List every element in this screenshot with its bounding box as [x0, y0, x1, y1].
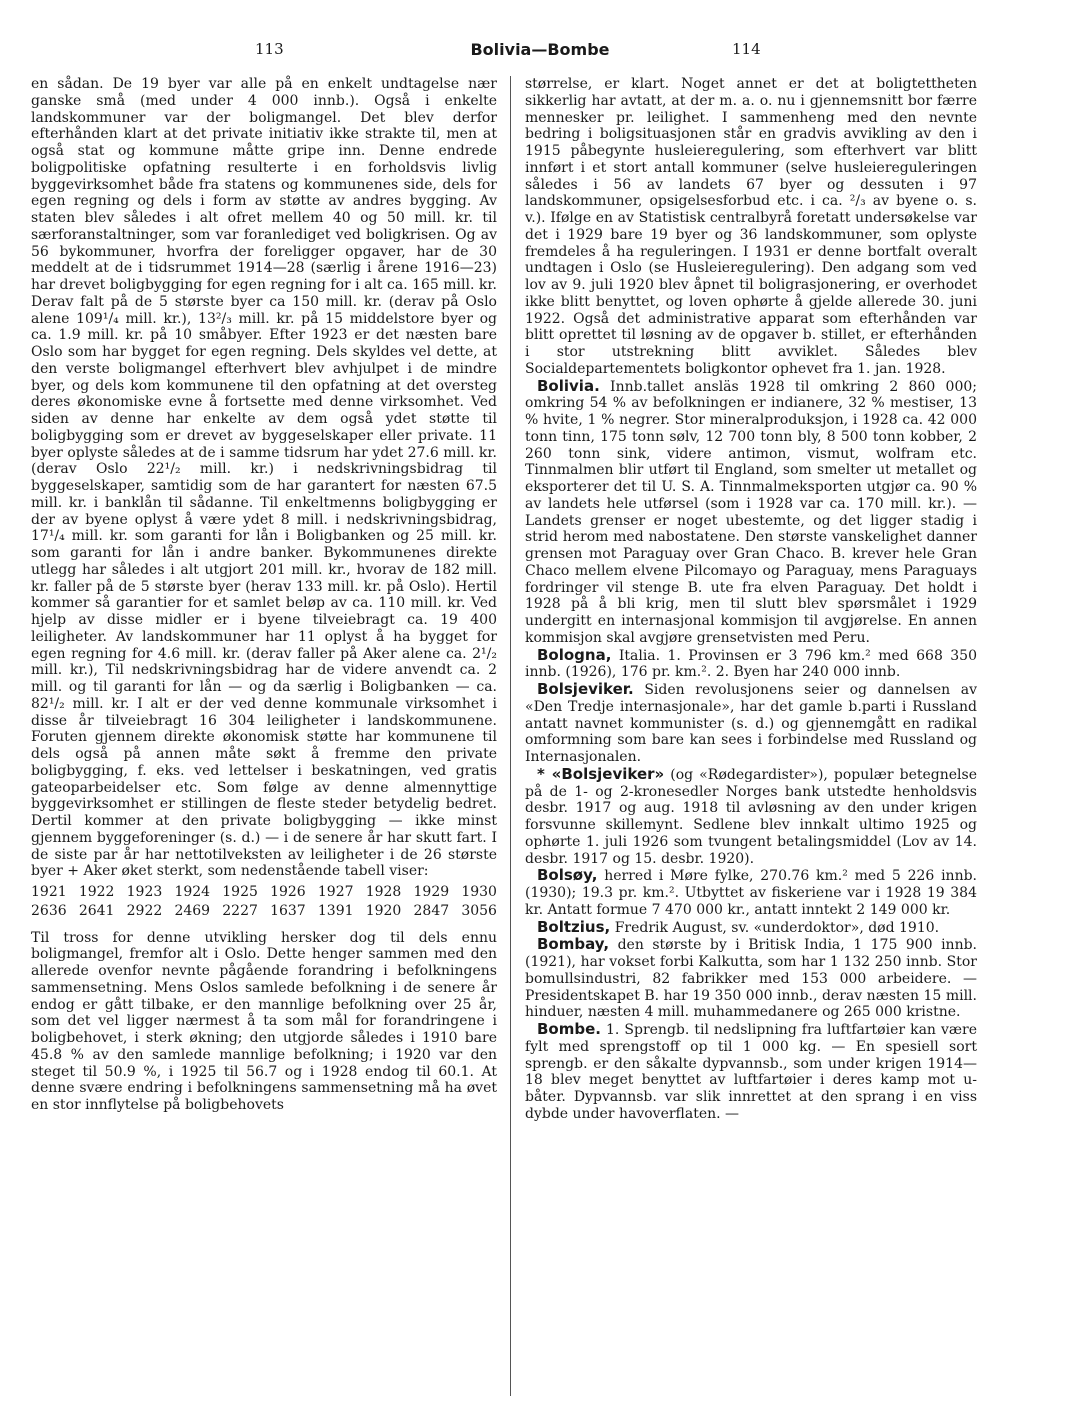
entry-headword: Bologna,	[537, 645, 612, 664]
entry-bolsjeviker	[525, 681, 977, 766]
table-value: 2227	[222, 902, 258, 919]
entry-headword: * «Bolsjeviker»	[537, 764, 665, 783]
entry-text: Italia. 1. Provinsen er 3 796 km.² med 668 350 innb. (1926), 176 pr. km.². 2. Byen har 240 000 innb.	[525, 647, 977, 681]
page-number-right: 114	[732, 40, 761, 58]
paragraph: størrelse, er klart. Noget annet er det at boligtettheten sikkerlig har avtatt, at der m. a. o. nu i gjennemsnitt bor færre mennesker pr. leilighet. I sammenheng med den nevnte bedring i boligsituasjonen står en gradvis avvikling av den i 1915 påbegynte husleieregulering, som efterhvert var blitt innført i et stort antall kommuner (selve husleiereguleringen således i 56 av landets 67 byer og dessuten i 97 landskommuner, opsigelsesforbud etc. i ca. ²/₃ av byene o. s. v.). Ifølge en av Statistisk centralbyrå foretatt undersøkelse var det i 1929 bare 19 byer og 36 landskommuner, som oplyste fremdeles å ha reguleringen. I 1931 er denne bortfalt overalt undtagen i Oslo (se Husleieregulering). Den adgang som ved lov av 9. juli 1920 blev åpnet til boligrasjonering, er overhodet ikke blitt benyttet, og loven ophørte å gjelde allerede 30. juni 1922. Også det administrative apparat som efterhånden var blitt oprettet til løsning av de opgaver b. stillet, er efterhånden i stor utstrekning blitt avviklet. Således blev Socialdepartementets boligkontor ophevet fra 1. jan. 1928.	[525, 76, 977, 377]
table-value: 2636	[31, 902, 67, 919]
column-divider	[510, 76, 511, 1396]
entry-text: (og «Rødegardister»), populær betegnelse på de 1- og 2-kronesedler Norges bank utstedte henholdsvis desbr. 1917 og aug. 1918 til avløsning av den under krigen forsvunne skillemynt. Sedlene blev innkalt ultimo 1925 og ophørte 1. juli 1926 som tvungent betalingsmiddel (Lov av 14. desbr. 1917 og 15. desbr. 1920).	[525, 766, 977, 867]
entry-text: Siden revolusjonens seier og dannelsen av «Den Tredje internasjonale», har det gamle b.parti i Russland antatt navnet kommunister (s. d.) og gjennemgått en radikal omformning som bare kan sees i forbindelse med Russland og Internasjonalen.	[525, 682, 978, 765]
page-header	[0, 40, 1080, 64]
entry-boltzius	[525, 919, 977, 937]
table-value: 1637	[270, 902, 306, 919]
table-value: 2469	[174, 902, 211, 919]
page-number-left: 113	[255, 40, 284, 58]
entry-headword: Bolsøy,	[537, 866, 598, 885]
entry-headword: Bombe.	[537, 1020, 601, 1038]
paragraph: Til tross for denne utvikling hersker dog til dels ennu boligmangel, fremfor alt i Oslo. Dette henger sammen med den allerede ovenfor nevnte pågående forandring i befolkningens sammensetning. Mens Oslos samlede befolkning i de senere år endog er gått tilbake, er den mannlige befolkning over 25 år, som det vel ligger nærmest å ta som mål for forandringene i boligbehovet, i sterk økning; den utgjorde således i 1910 bare 45.8 % av den samlede mannlige befolkning; i 1920 var den steget til 50.9 %, i 1925 til 56.7 og i 1928 endog til 60.1. At denne svære endring i befolkningens sammensetning må ha øvet en stor innflytelse på boligbehovets	[31, 929, 497, 1113]
table-year: 1921	[31, 884, 67, 900]
table-values-row	[31, 903, 497, 920]
table-value: 2847	[413, 902, 450, 919]
entry-bolsjeviker-notes	[525, 766, 977, 868]
entry-bolsoy	[525, 867, 977, 918]
running-title: Bolivia—Bombe	[470, 40, 610, 59]
entry-bombe	[525, 1021, 977, 1123]
entry-headword: Bolivia.	[537, 376, 600, 395]
entry-text: den største by i Britisk India, 1 175 900 innb. (1921), har vokset forbi Kalkutta, som har 1 132 250 innb. Stor bomullsindustri, 82 fabrikker med 153 000 arbeidere. — Presidentskapet B. har 19 350 000 innb., derav næsten 15 mill. hinduer, næsten 4 mill. muhammedanere og 265 000 kristne.	[525, 937, 977, 1021]
entry-headword: Boltzius,	[537, 917, 611, 936]
table-year: 1923	[126, 884, 163, 900]
left-column	[31, 76, 497, 1114]
right-column	[525, 76, 977, 1123]
table-year: 1930	[461, 884, 497, 900]
entry-bombay	[525, 936, 977, 1021]
table-value: 1391	[317, 902, 354, 919]
table-year: 1924	[174, 884, 211, 900]
paragraph: en sådan. De 19 byer var alle på en enkelt undtagelse nær ganske små (med under 4 000 innb.). Også i enkelte landskommuner var der boligmangel. Det blev derfor efterhånden klart at det private initiativ ikke strakte til, men at også stat og kommune måtte gripe inn. Denne endrede boligpolitiske opfatning resulterte i en forholdsvis livlig byggevirksomhet både fra statens og kommunenes side, dels for egen regning og dels i form av støtte av andres bygging. Av staten blev således i alt ofret mellem 40 og 50 mill. kr. til særforanstaltninger, som var foranlediget ved boligkrisen. Og av 56 bykommuner, hvorfra der foreligger opgaver, har de 30 meddelt at de i tidsrummet 1914—28 (særlig i årene 1916—23) har drevet boligbygging for egen regning for i alt ca. 165 mill. kr. Derav falt på de 5 største byer ca 150 mill. kr. (derav på Oslo alene 109¹/₄ mill. kr.), 13²/₃ mill. kr. på 15 middelstore byer og ca. 1.9 mill. kr. på 10 småbyer. Efter 1923 er det næsten bare Oslo som har bygget for egen regning. Dels skyldes vel dette, at den verste boligmangel efterhvert blev avhjulpet i de mindre byer, og dels kom kommunene til den opfatning at det oversteg deres økonomiske evne å fortsette med denne virksomhet. Ved siden av denne har enkelte av dem også ydet støtte til boligbygging som er drevet av byggeselskaper eller private. 11 byer oplyste således at de i samme tidsrum har ydet 27.6 mill. kr. (derav Oslo 22¹/₂ mill. kr.) i nedskrivningsbidrag til byggeselskaper, samtidig som de har garantert for næsten 67.5 mill. kr. i banklån til sådanne. Til enkeltmenns boligbygging er der av byene oplyst å være ydet 8 mill. i nedskrivningsbidrag, 17¹/₄ mill. kr. som garanti for lån i Boligbanken og 25 mill. kr. som garanti for lån i andre banker. Bykommunenes direkte utlegg har således i alt utgjort 201 mill. kr., hvorav de 182 mill. kr. faller på de 5 største byer (herav 133 mill. kr. på Oslo). Hertil kommer så garantier for et samlet beløp av ca. 110 mill. kr. Ved hjelp av disse midler er i byene tilveiebragt ca. 19 400 leiligheter. Av landskommuner har 11 oplyst å ha bygget for egen regning for 4.6 mill. kr. (derav faller på Aker alene ca. 2¹/₂ mill. kr.), Til nedskrivningsbidrag har de videre anvendt ca. 2 mill. og til garanti for lån — og da særlig i Boligbanken — ca. 82¹/₂ mill. kr. I alt er der ved denne kommunale virksomhet i disse år tilveiebragt 16 304 leiligheter i landskommunene. Foruten gjennem direkte økonomisk støtte har kommunene til dels også på annen måte søkt å fremme den private boligbygging, f. eks. ved lettelser i beskatningen, ved gratis gateoparbeidelser etc. Som følge av denne almennyttige byggevirksomhet er stillingen de fleste steder betydelig bedret. Dertil kommer at den private boligbygging — ikke minst gjennem byggeforeninger (s. d.) — i de senere år har skutt fart. I de siste par år har nettotilveksten av leiligheter i de 26 største byer + Aker øket sterkt, som nedenstående tabell viser:	[31, 76, 497, 880]
entry-text: herred i Møre fylke, 270.76 km.² med 5 226 innb. (1930); 19.3 pr. km.². Utbyttet av fiskeriene var i 1928 19 384 kr. Antatt formue 7 470 000 kr., antatt inntekt 2 149 000 kr.	[525, 868, 978, 918]
table-year: 1926	[270, 884, 306, 900]
entry-text: Innb.tallet ansläs 1928 til omkring 2 860 000; omkring 54 % av befolkningen er indianere, 32 % mestiser, 13 % hvite, 1 % negrer. Stor mineralproduksjon, i 1928 ca. 42 000 tonn tinn, 175 tonn sølv, 12 700 tonn bly, 8 500 tonn kobber, 2 260 tonn sink, videre antimon, vismut, wolfram etc. Tinnmalmen blir utført til England, som smelter ut metallet og eksporterer det til U. S. A. Tinnmalmeksporten utgjør ca. 90 % av landets hele utførsel (som i 1928 var ca. 170 mill. kr.). — Landets grenser er noget ubestemte, og det ligger stadig i strid herom med nabostatene. Den største vanskelighet danner grensen mot Paraguay over Gran Chaco. B. krever hele Gran Chaco mellem elvene Pilcomayo og Paraguay, mens Paraguays fordringer vil stenge B. ute fra elven Paraguay. Det holdt i 1928 på å bli krig, men til slutt blev spørsmålet i 1929 undergitt en internasjonal kommisjon til avgjørelse. En annen kommisjon skal avgjøre grensetvisten med Peru.	[525, 378, 977, 646]
table-year: 1929	[413, 884, 450, 900]
entry-headword: Bombay,	[537, 935, 610, 954]
entry-text: Fredrik August, sv. «underdoktor», død 1910.	[614, 919, 940, 936]
entry-bologna	[525, 647, 977, 682]
table-value: 2641	[78, 902, 115, 919]
table-year: 1925	[222, 884, 258, 900]
entry-text: 1. Sprengb. til nedslipning fra luftfartøier kan være fylt med sprengstoff op til 1 000 kg. — En spesiell sort sprengb. er den såkalte dypvannsb., som under krigen 1914—18 blev meget benyttet av luftfartøier i deres kamp mot u-båter. Dypvannsb. var slik innrettet at den sprang i en viss dybde under havoverflaten. —	[525, 1022, 978, 1122]
table-value: 1920	[365, 902, 402, 919]
entry-bolivia	[525, 378, 977, 647]
table-year: 1928	[365, 884, 402, 900]
table-value: 2922	[126, 902, 163, 919]
entry-headword: Bolsjeviker.	[537, 680, 634, 698]
table-year: 1922	[78, 884, 115, 900]
table-value: 3056	[461, 902, 497, 919]
table-years-row	[31, 884, 497, 901]
table-year: 1927	[317, 884, 354, 900]
